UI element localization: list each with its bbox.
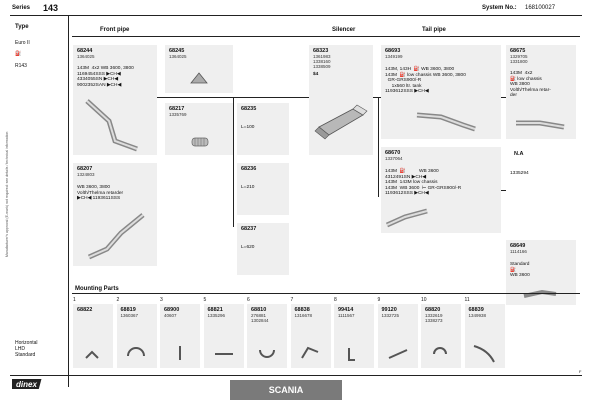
part-subnumber: 1316678 <box>294 313 313 318</box>
part-number: 68244 <box>77 48 93 54</box>
part-subnumber: 1332619 1338273 <box>425 313 443 323</box>
clamp-drawing <box>209 342 239 364</box>
part-number: 68670 <box>385 150 401 156</box>
part-number: 68235 <box>241 106 257 112</box>
footer-variant: Standard <box>15 352 36 358</box>
mounting-index: 5 <box>203 297 207 303</box>
part-subnumber: 1114166 <box>510 249 527 254</box>
system-value: 168100027 <box>525 5 556 11</box>
part-card-68693[interactable] <box>381 45 501 139</box>
clamp-drawing <box>78 342 108 364</box>
part-number: 68900 <box>164 307 180 313</box>
mounting-part-card[interactable] <box>247 304 287 368</box>
svg-text:dinex: dinex <box>16 380 37 389</box>
part-card-68323[interactable] <box>309 45 373 155</box>
type-label: Type <box>15 24 29 30</box>
part-number: 99120 <box>381 307 397 313</box>
part-subnumber: 1349938 <box>468 313 487 318</box>
mounting-part-card[interactable] <box>204 304 244 368</box>
part-subnumber: 1349199 <box>385 54 403 59</box>
part-subnumber: 1329705 1331800 <box>510 54 528 64</box>
section-rule <box>72 36 580 37</box>
clamp-drawing <box>383 342 413 364</box>
flex-hose-drawing <box>189 133 211 151</box>
footer-orientation: Horizontal <box>15 340 38 346</box>
footer-drive-side: LHD <box>15 346 26 352</box>
part-number: 68819 <box>120 307 136 313</box>
part-number: 68820 <box>425 307 441 313</box>
connector-line <box>501 190 506 191</box>
mounting-index: 11 <box>464 297 470 303</box>
part-subnumber: 1335769 <box>169 112 187 117</box>
part-description: Standard ⛽ WB 3600 <box>510 262 530 279</box>
connector-line <box>378 97 379 197</box>
brand-banner <box>230 380 342 400</box>
part-number: 68323 <box>313 48 329 54</box>
tail-pipe-drawing <box>512 109 570 135</box>
part-subnumber: 1332725 <box>381 313 400 318</box>
clamp-drawing <box>252 342 282 364</box>
part-number: 68245 <box>169 48 185 54</box>
bracket-drawing <box>187 67 211 89</box>
part-subnumber: 1360367 <box>120 313 139 318</box>
clamp-drawing <box>165 342 195 364</box>
part-description: 1335294 <box>510 171 529 176</box>
mounting-index: 10 <box>421 297 427 303</box>
dinex-logo-icon <box>12 377 42 391</box>
part-number: 68675 <box>510 48 526 54</box>
part-number: 99414 <box>338 307 354 313</box>
mounting-index: 7 <box>290 297 294 303</box>
part-number: 68839 <box>468 307 484 313</box>
mounting-index: 9 <box>377 297 381 303</box>
side-note: Manufacturer's approval (E-mark) not required: see details / technical information <box>5 131 9 257</box>
pipe-length: L=620 <box>241 245 255 250</box>
part-card-68670[interactable] <box>381 147 501 233</box>
connector-line <box>233 97 234 227</box>
part-number: N.A <box>514 151 524 157</box>
mounting-part-card[interactable] <box>378 304 418 368</box>
part-subnumber: 1324803 <box>77 172 95 177</box>
part-card-68649[interactable] <box>506 240 576 305</box>
pipe-length: L=100 <box>241 125 255 130</box>
part-description: 143M 4x2 WB 3600, 3800 1169454SSS ▶CH◀ 4334055SN ▶CH◀ 9002352SAN ▶CH◀ <box>77 66 134 88</box>
front-pipe-drawing <box>81 209 151 263</box>
part-description: 143M 4x2 ⛽ low chassis WB 3800 Volth/Thelma retar- der <box>510 71 551 99</box>
series-label: Series <box>12 5 31 11</box>
mounting-part-card[interactable] <box>291 304 331 368</box>
tail-pipe-drawing <box>411 107 481 135</box>
part-number: 68822 <box>77 307 93 313</box>
front-pipe-drawing <box>79 93 153 153</box>
part-number: 68217 <box>169 106 185 112</box>
part-subnumber: 1364025 <box>77 54 95 59</box>
mounting-part-card[interactable] <box>160 304 200 368</box>
sidebar-divider <box>68 15 69 387</box>
part-number: 68207 <box>77 166 93 172</box>
pipe-length: L=210 <box>241 185 255 190</box>
mounting-index: 1 <box>73 297 76 303</box>
part-number: 68693 <box>385 48 401 54</box>
clamp-drawing <box>122 342 152 364</box>
clamp-drawing <box>426 342 456 364</box>
page-marker: F <box>579 369 582 374</box>
connector-line <box>501 97 506 98</box>
part-number: 68649 <box>510 243 526 249</box>
mounting-part-card[interactable] <box>73 304 113 368</box>
mounting-index: 8 <box>334 297 337 303</box>
part-subnumber: 1335296 <box>207 313 226 318</box>
system-label: System No.: <box>482 5 517 11</box>
part-card-68675[interactable] <box>506 45 576 139</box>
part-description: 143M ⛽ WB 3600 4312491SN ▶CH◀ 143M 143M low chassis 143M WB 3600 ⊢ GR-GRS900/-R 1193612SSS ▶CH◀ <box>385 169 462 197</box>
model-code: R143 <box>15 63 27 69</box>
part-card-68237[interactable] <box>237 223 289 275</box>
part-description: WB 3600, 3800 Volth/Thelma retarder ▶CH◀ 1193611SSS <box>77 185 124 202</box>
fuel-icon: ⛽ <box>15 51 22 57</box>
part-card-68217[interactable] <box>165 103 233 155</box>
mounting-index: 6 <box>247 297 250 303</box>
part-card-68245[interactable] <box>165 45 233 93</box>
section-front-pipe: Front pipe <box>100 27 130 33</box>
footer-rule <box>10 375 582 376</box>
dinex-logo <box>12 377 42 391</box>
clamp-drawing <box>296 342 326 364</box>
part-number: 68237 <box>241 226 257 232</box>
series-value: 143 <box>43 3 59 13</box>
part-number: 68236 <box>241 166 257 172</box>
connector-line <box>373 97 381 98</box>
clamp-drawing <box>339 342 369 364</box>
mounting-part-card[interactable] <box>334 304 374 368</box>
part-subnumber: 40607 <box>164 313 177 318</box>
part-subnumber: 1361983 1338160 1338509 <box>313 54 331 69</box>
tail-pipe-drawing <box>520 286 560 302</box>
mounting-part-card[interactable] <box>421 304 461 368</box>
mounting-index: 2 <box>116 297 120 303</box>
part-subnumber: 1111567 <box>338 313 355 318</box>
section-silencer: Silencer <box>332 27 356 33</box>
emission-standard: Euro II <box>15 40 30 46</box>
part-number: 68821 <box>207 307 223 313</box>
mounting-part-card[interactable] <box>465 304 505 368</box>
clamp-drawing <box>470 342 500 364</box>
part-subnumber: 276881 1302844 <box>251 313 269 323</box>
silencer-drawing <box>313 97 371 143</box>
mounting-rule <box>72 293 580 294</box>
part-card-68207[interactable] <box>73 163 157 266</box>
section-tail-pipe: Tail pipe <box>422 27 446 33</box>
part-description: $4 <box>313 72 319 77</box>
part-card-68236[interactable] <box>237 163 289 215</box>
brand-name: SCANIA <box>268 385 304 395</box>
header-rule <box>10 15 582 16</box>
tail-pipe-drawing <box>383 205 433 231</box>
mounting-part-card[interactable] <box>117 304 157 368</box>
mounting-index: 3 <box>160 297 163 303</box>
part-number: 68810 <box>251 307 267 313</box>
part-card-na[interactable] <box>506 147 576 233</box>
part-card-68235[interactable] <box>237 103 289 155</box>
section-mounting-parts: Mounting Parts <box>75 286 119 292</box>
part-number: 68838 <box>294 307 310 313</box>
part-description: 143M, 143H ⛽ WB 3600, 3800 143M ⛽ low chassis WB 3600, 3800 GR-GRS900/-R 1x560 ltr. tank 1193612SSS ▶CH◀ <box>385 67 466 95</box>
part-subnumber: 1337064 <box>385 156 403 161</box>
part-card-68244[interactable] <box>73 45 157 155</box>
part-subnumber: 1364025 <box>169 54 187 59</box>
